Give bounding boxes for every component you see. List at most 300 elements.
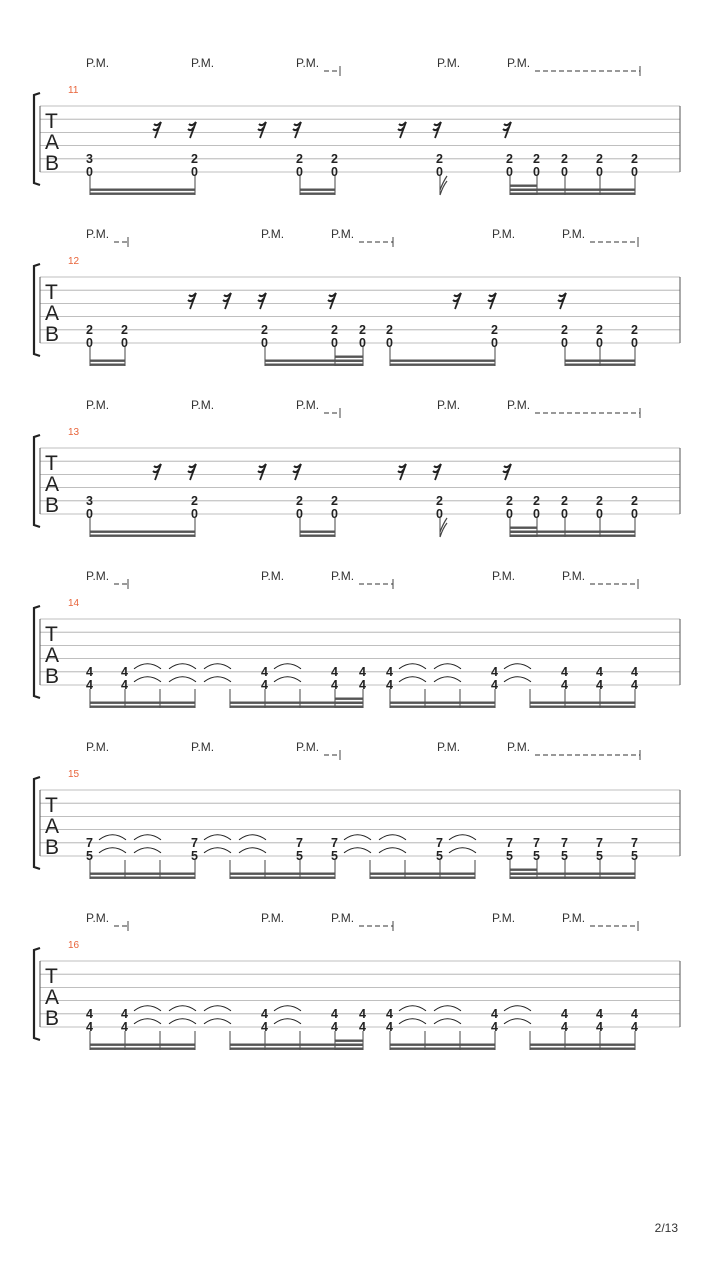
beam [390,360,495,362]
beam [565,364,635,366]
fret-number: 7 [86,835,93,850]
tab-clef-letter: B [45,1007,60,1030]
fret-number: 0 [86,165,93,179]
fret-number: 7 [506,835,513,850]
tie-arc [274,1019,301,1024]
palm-mute-label: P.M. [331,227,355,241]
rest-flag [488,298,494,301]
sixteenth-rest [258,464,266,480]
fret-number: 5 [596,849,603,863]
system-bracket [34,606,40,698]
rest-flag [398,127,404,130]
beam [335,356,363,358]
fret-number: 0 [631,336,638,350]
fret-number: 0 [596,165,603,179]
tie-arc [134,835,161,840]
fret-number: 4 [561,678,568,692]
tab-clef-letter: T [45,452,58,475]
sixteenth-rest [328,293,336,309]
fret-number: 0 [436,507,443,521]
tab-clef-letter: A [45,644,60,667]
tab-clef-letter: B [45,665,60,688]
fret-number: 2 [86,322,93,337]
fret-number: 7 [436,835,443,850]
tab-system-15 [34,740,680,879]
tie-arc [379,835,406,840]
beam [90,535,195,537]
sixteenth-rest [153,464,161,480]
tie-arc [449,835,476,840]
rest-flag [188,127,194,130]
fret-number: 4 [596,1020,603,1034]
rest-flag [503,469,509,472]
fret-number: 4 [386,1020,393,1034]
beam [530,1048,635,1050]
fret-number: 4 [86,1020,93,1034]
tie-arc [99,848,126,853]
sixteenth-rest [258,293,266,309]
tie-arc [274,664,301,669]
palm-mute-label: P.M. [507,56,531,70]
tie-arc [169,1006,196,1011]
measure-number: 15 [68,769,80,780]
rest-flag [258,298,264,301]
palm-mute-label: P.M. [191,740,215,754]
fret-number: 7 [561,835,568,850]
measure-number: 16 [68,940,80,951]
sixteenth-rest [188,464,196,480]
sixteenth-rest [153,122,161,138]
fret-number: 2 [596,493,603,508]
palm-mute-label: P.M. [191,56,215,70]
rest-flag [153,127,159,130]
fret-number: 4 [491,678,498,692]
fret-number: 3 [86,493,93,508]
beam [90,1044,195,1046]
system-bracket [34,948,40,1040]
beam [370,873,475,875]
rest-flag [433,127,439,130]
sixteenth-rest [453,293,461,309]
beam [530,706,635,708]
fret-number: 4 [386,678,393,692]
fret-number: 4 [491,1006,498,1021]
tie-arc [204,848,231,853]
fret-number: 4 [359,664,366,679]
tab-clef-letter: B [45,323,60,346]
fret-number: 4 [386,1006,393,1021]
fret-number: 5 [296,849,303,863]
tie-arc [504,664,531,669]
fret-number: 5 [533,849,540,863]
fret-number: 4 [631,1020,638,1034]
fret-number: 0 [631,165,638,179]
beam [90,364,125,366]
palm-mute-label: P.M. [492,227,516,241]
rest-flag [398,469,404,472]
palm-mute-label: P.M. [562,227,586,241]
tie-arc [239,848,266,853]
beam [90,1048,195,1050]
beam [300,531,335,533]
fret-number: 0 [191,507,198,521]
beam [335,1048,363,1050]
tab-clef-letter: A [45,815,60,838]
fret-number: 2 [191,493,198,508]
tie-arc [274,677,301,682]
fret-number: 2 [561,493,568,508]
fret-number: 5 [631,849,638,863]
tab-system-13 [34,398,680,537]
fret-number: 2 [561,151,568,166]
fret-number: 0 [506,165,513,179]
fret-number: 0 [86,336,93,350]
palm-mute-label: P.M. [86,569,110,583]
fret-number: 2 [631,493,638,508]
palm-mute-label: P.M. [86,227,110,241]
palm-mute-label: P.M. [296,56,320,70]
fret-number: 4 [86,678,93,692]
measure-number: 14 [68,598,80,609]
beam [300,193,335,195]
beam [510,873,537,875]
tab-clef-letter: T [45,110,58,133]
tie-arc [344,835,371,840]
palm-mute-label: P.M. [261,227,285,241]
beam [510,527,537,529]
rest-flag [453,298,459,301]
tab-system-16 [34,911,680,1050]
sixteenth-rest [258,122,266,138]
fret-number: 0 [506,507,513,521]
fret-number: 4 [631,664,638,679]
tie-arc [434,1006,461,1011]
fret-number: 4 [261,664,268,679]
tie-arc [169,664,196,669]
fret-number: 4 [121,1020,128,1034]
system-bracket [34,264,40,356]
fret-number: 2 [331,322,338,337]
system-bracket [34,435,40,527]
fret-number: 7 [331,835,338,850]
tie-arc [399,677,426,682]
beam [90,193,195,195]
sixteenth-rest [503,122,511,138]
beam [230,873,335,875]
sixteenth-rest [398,464,406,480]
fret-number: 0 [296,507,303,521]
beam [530,1044,635,1046]
sixteenth-rest [558,293,566,309]
beam [335,702,363,704]
fret-number: 2 [506,151,513,166]
palm-mute-label: P.M. [492,911,516,925]
palm-mute-label: P.M. [86,911,110,925]
beam [90,877,195,879]
fret-number: 4 [386,664,393,679]
tie-arc [134,677,161,682]
palm-mute-label: P.M. [507,740,531,754]
fret-number: 0 [631,507,638,521]
fret-number: 2 [436,151,443,166]
rest-flag [188,298,194,301]
tab-clef-letter: B [45,836,60,859]
fret-number: 2 [631,322,638,337]
page-number: 2/13 [654,1221,678,1235]
fret-number: 4 [631,678,638,692]
fret-number: 2 [296,493,303,508]
tie-arc [434,664,461,669]
tie-arc [504,1019,531,1024]
tie-arc [504,677,531,682]
palm-mute-label: P.M. [86,398,110,412]
tab-clef-letter: A [45,131,60,154]
fret-number: 0 [491,336,498,350]
tie-arc [434,677,461,682]
tie-arc [134,848,161,853]
beam [510,877,537,879]
beam [510,531,537,533]
fret-number: 4 [359,1020,366,1034]
fret-number: 4 [331,678,338,692]
palm-mute-label: P.M. [261,911,285,925]
fret-number: 0 [261,336,268,350]
fret-number: 2 [506,493,513,508]
fret-number: 0 [331,507,338,521]
fret-number: 4 [561,664,568,679]
fret-number: 4 [561,1006,568,1021]
fret-number: 4 [261,1006,268,1021]
fret-number: 4 [491,1020,498,1034]
fret-number: 4 [561,1020,568,1034]
beam [90,531,195,533]
rest-flag [153,469,159,472]
palm-mute-label: P.M. [437,740,461,754]
beam [90,706,195,708]
tab-system-11 [34,56,680,195]
fret-number: 7 [533,835,540,850]
fret-number: 4 [261,678,268,692]
tab-clef-letter: A [45,473,60,496]
sixteenth-rest [433,464,441,480]
tie-arc [504,1006,531,1011]
sixteenth-rest [488,293,496,309]
fret-number: 2 [191,151,198,166]
palm-mute-label: P.M. [507,398,531,412]
sixteenth-rest [293,464,301,480]
beam [565,360,635,362]
tab-system-12 [34,227,680,366]
rest-flag [188,469,194,472]
beam [390,1048,495,1050]
beam [335,1040,363,1042]
tie-arc [274,1006,301,1011]
rest-flag [433,469,439,472]
tie-arc [204,1006,231,1011]
fret-number: 2 [596,322,603,337]
beam [90,702,195,704]
tab-clef-letter: T [45,281,58,304]
tie-arc [204,835,231,840]
rest-flag [558,298,564,301]
beam [335,360,363,362]
fret-number: 0 [533,165,540,179]
fret-number: 0 [386,336,393,350]
fret-number: 4 [331,1006,338,1021]
fret-number: 0 [596,507,603,521]
tie-arc [169,677,196,682]
tie-arc [434,1019,461,1024]
tie-arc [204,677,231,682]
beam [390,706,495,708]
tie-arc [134,1006,161,1011]
beam [510,189,537,191]
palm-mute-label: P.M. [562,569,586,583]
fret-number: 5 [436,849,443,863]
fret-number: 0 [331,336,338,350]
tab-clef-letter: B [45,494,60,517]
fret-number: 5 [506,849,513,863]
tie-arc [134,1019,161,1024]
fret-number: 0 [296,165,303,179]
fret-number: 7 [296,835,303,850]
beam [335,364,363,366]
tie-arc [344,848,371,853]
tab-clef-letter: T [45,623,58,646]
fret-number: 4 [491,664,498,679]
fret-number: 0 [359,336,366,350]
rest-flag [223,298,229,301]
fret-number: 0 [331,165,338,179]
beam [335,706,363,708]
fret-number: 2 [491,322,498,337]
fret-number: 4 [331,664,338,679]
palm-mute-label: P.M. [261,569,285,583]
palm-mute-label: P.M. [191,398,215,412]
fret-number: 0 [561,336,568,350]
sixteenth-rest [293,122,301,138]
fret-number: 4 [121,678,128,692]
palm-mute-label: P.M. [296,740,320,754]
fret-number: 2 [296,151,303,166]
fret-number: 4 [359,1006,366,1021]
fret-number: 2 [261,322,268,337]
fret-number: 2 [631,151,638,166]
fret-number: 0 [533,507,540,521]
tie-arc [99,835,126,840]
tab-clef-letter: B [45,152,60,175]
fret-number: 0 [436,165,443,179]
palm-mute-label: P.M. [86,740,110,754]
rest-flag [258,127,264,130]
fret-number: 2 [533,493,540,508]
sixteenth-rest [503,464,511,480]
measure-number: 11 [68,85,79,96]
measure-number: 13 [68,427,80,438]
palm-mute-label: P.M. [86,56,110,70]
fret-number: 5 [86,849,93,863]
fret-number: 4 [596,1006,603,1021]
beam [300,535,335,537]
palm-mute-label: P.M. [562,911,586,925]
sixteenth-rest [398,122,406,138]
system-bracket [34,93,40,185]
palm-mute-label: P.M. [331,911,355,925]
fret-number: 4 [359,678,366,692]
beam [90,189,195,191]
beam [390,364,495,366]
palm-mute-label: P.M. [437,398,461,412]
tie-arc [239,835,266,840]
fret-number: 0 [86,507,93,521]
beam [390,702,495,704]
tie-arc [399,664,426,669]
beam [530,702,635,704]
sixteenth-rest [188,122,196,138]
tie-arc [399,1006,426,1011]
tab-clef-letter: T [45,794,58,817]
fret-number: 4 [121,1006,128,1021]
beam [300,189,335,191]
fret-number: 4 [596,664,603,679]
fret-number: 2 [121,322,128,337]
fret-number: 0 [561,165,568,179]
fret-number: 4 [261,1020,268,1034]
beam [90,873,195,875]
tab-system-14 [34,569,680,708]
fret-number: 2 [533,151,540,166]
fret-number: 7 [191,835,198,850]
tie-arc [169,1019,196,1024]
beam [510,185,537,187]
fret-number: 5 [191,849,198,863]
sixteenth-rest [433,122,441,138]
fret-number: 4 [596,678,603,692]
fret-number: 0 [191,165,198,179]
tie-arc [399,1019,426,1024]
rest-flag [328,298,334,301]
rest-flag [503,127,509,130]
measure-number: 12 [68,256,80,267]
beam [390,1044,495,1046]
fret-number: 2 [331,493,338,508]
palm-mute-label: P.M. [437,56,461,70]
tab-clef-letter: A [45,986,60,1009]
tie-arc [204,1019,231,1024]
fret-number: 2 [436,493,443,508]
fret-number: 0 [121,336,128,350]
palm-mute-label: P.M. [296,398,320,412]
beam [230,877,335,879]
fret-number: 4 [86,1006,93,1021]
sixteenth-rest [223,293,231,309]
tie-arc [379,848,406,853]
fret-number: 2 [359,322,366,337]
palm-mute-label: P.M. [331,569,355,583]
fret-number: 2 [386,322,393,337]
tab-clef-letter: T [45,965,58,988]
fret-number: 3 [86,151,93,166]
beam [510,193,537,195]
tab-clef-letter: A [45,302,60,325]
rest-flag [293,469,299,472]
tie-arc [134,664,161,669]
fret-number: 4 [631,1006,638,1021]
fret-number: 0 [596,336,603,350]
fret-number: 7 [631,835,638,850]
beam [335,1044,363,1046]
rest-flag [293,127,299,130]
